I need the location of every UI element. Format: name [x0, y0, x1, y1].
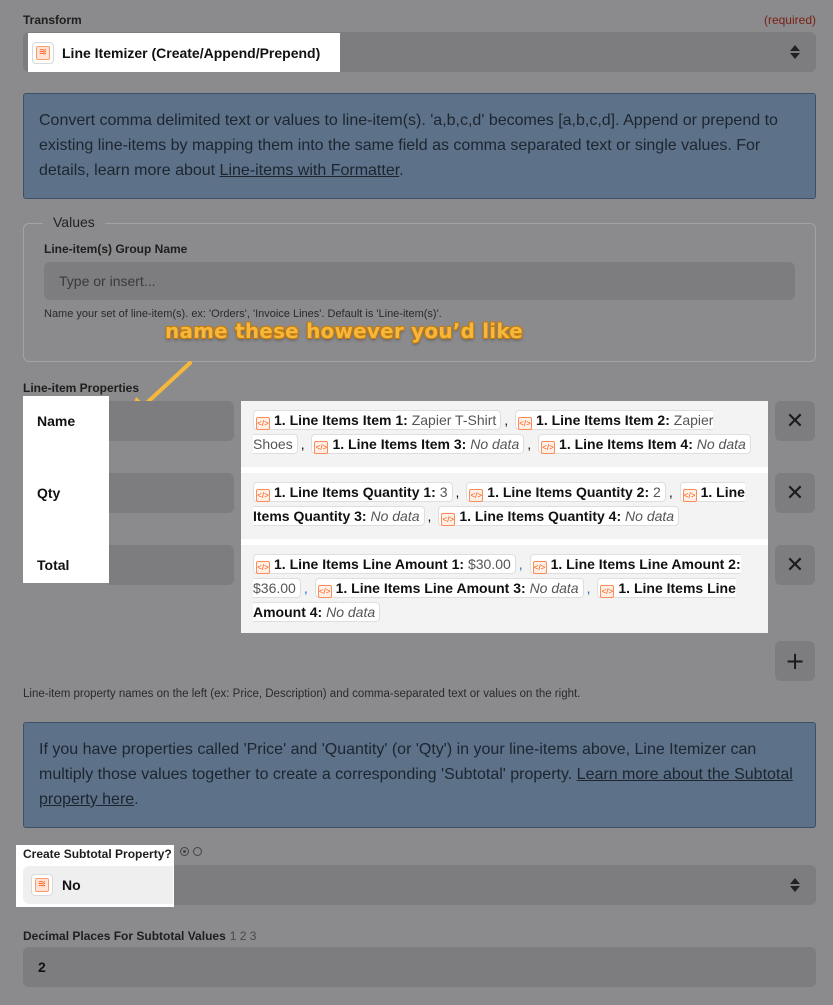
info-text: If you have properties called 'Price' and 'Quantity' (or 'Qty') in your line-items above, Line Itemizer can multiply those values together to create a corresponding 'Subtotal' property.	[39, 741, 757, 783]
property-name-input-ext[interactable]	[109, 401, 234, 441]
group-name-label: Line-item(s) Group Name	[44, 242, 188, 256]
group-name-placeholder: Type or insert...	[59, 273, 156, 289]
close-icon: ✕	[785, 552, 805, 578]
values-legend: Values	[43, 214, 105, 230]
code-icon: </>	[601, 587, 614, 596]
properties-help: Line-item property names on the left (ex: Price, Description) and comma-separated text or values on the right.	[23, 688, 581, 700]
subtotal-radio-group	[180, 847, 202, 856]
select-arrows-icon	[790, 877, 800, 893]
decimal-hint: 1 2 3	[229, 929, 257, 943]
subtotal-label: Create Subtotal Property?	[23, 847, 172, 861]
token-pill[interactable]: </> 1. Line Items Item 3: No data	[311, 434, 524, 454]
add-row-button[interactable]	[775, 641, 815, 681]
formatter-app-icon: ≋	[31, 874, 53, 896]
line-items-link[interactable]: Line-items with Formatter	[219, 162, 400, 179]
token-pill[interactable]: </> 1. Line Items Item 2: Zapier Shoes	[253, 412, 714, 452]
property-total-input[interactable]	[23, 545, 109, 585]
transform-selected-label: Line Itemizer (Create/Append/Prepend)	[62, 44, 321, 61]
transform-selected-value[interactable]	[28, 33, 340, 72]
formatter-app-icon: ≋	[32, 42, 54, 64]
code-icon: </>	[519, 419, 531, 428]
token-pill[interactable]: </> 1. Line Items Quantity 1: 3	[253, 482, 453, 502]
property-name-input-ext[interactable]	[109, 473, 234, 513]
token-pill[interactable]: </> 1. Line Items Quantity 4: No data	[438, 506, 679, 526]
name-values-field[interactable]: </> 1. Line Items Item 1: Zapier T-Shirt , </> 1. Line Items Item 2: Zapier Shoes , </> 1. Line Items Item 3: No data , </> 1. Line Items Item 4: No data	[241, 404, 768, 460]
decimal-label	[23, 929, 256, 943]
code-icon: </>	[683, 491, 696, 500]
token-pill[interactable]: </> 1. Line Items Quantity 2: 2	[466, 482, 666, 502]
token-pill[interactable]: </> 1. Line Items Line Amount 3: No data	[315, 578, 584, 598]
code-icon: </>	[315, 443, 328, 452]
token-pill[interactable]: </> 1. Line Items Line Amount 1: $30.00	[253, 554, 516, 574]
remove-row-button[interactable]	[775, 473, 815, 513]
code-icon: </>	[470, 491, 483, 500]
info-suffix: .	[134, 791, 139, 808]
info-text: Convert comma delimited text or values to line-item(s). 'a,b,c,d' becomes [a,b,c,d]. Append or prepend to existing line-items by mapping them into the same field as comma separated text or single values. For details, learn more about	[39, 112, 778, 179]
radio-option[interactable]	[180, 847, 189, 856]
annotation-text: name these however you’d like	[165, 319, 524, 343]
code-icon: </>	[257, 491, 269, 500]
subtotal-selected-label: No	[62, 877, 81, 893]
property-name-text: Qty	[37, 485, 61, 501]
property-name-input[interactable]	[23, 401, 109, 441]
property-name-text: Total	[37, 557, 70, 573]
code-icon: </>	[257, 419, 269, 428]
plus-icon: +	[784, 647, 806, 675]
token-pill[interactable]: </> 1. Line Items Line Amount 4: No data	[253, 580, 736, 620]
decimal-input[interactable]	[23, 947, 816, 987]
remove-row-button[interactable]	[775, 545, 815, 585]
subtotal-link[interactable]: Learn more about the Subtotal property here	[39, 766, 793, 808]
decimal-value: 2	[38, 959, 46, 975]
group-name-input[interactable]	[44, 262, 795, 300]
property-qty-input[interactable]	[23, 473, 109, 513]
code-icon: </>	[542, 443, 554, 452]
code-icon: </>	[533, 563, 546, 572]
close-icon: ✕	[785, 408, 805, 434]
code-icon: </>	[442, 515, 455, 524]
properties-label: Line-item Properties	[23, 381, 140, 395]
group-name-help: Name your set of line-item(s). ex: 'Orders', 'Invoice Lines'. Default is 'Line-item(s)'.	[44, 308, 442, 320]
total-values-field[interactable]: </> 1. Line Items Line Amount 1: $30.00 , </> 1. Line Items Line Amount 2: $36.00 , </> 1. Line Items Line Amount 3: No data , </> 1. Line Items Line Amount 4: No data	[253, 556, 741, 620]
token-pill[interactable]: </> 1. Line Items Item 4: No data	[538, 434, 751, 454]
token-pill[interactable]: </> 1. Line Items Item 1: Zapier T-Shirt	[253, 410, 501, 430]
radio-option[interactable]	[193, 847, 202, 856]
subtotal-selected-value[interactable]	[23, 866, 173, 904]
code-icon: </>	[257, 563, 269, 572]
qty-values-field[interactable]: </> 1. Line Items Quantity 1: 3 , </> 1. Line Items Quantity 2: 2 , </> 1. Line Items Quantity 3: No data , </> 1. Line Items Quantity 4: No data	[253, 484, 745, 524]
info-box-subtotal	[23, 722, 816, 828]
required-badge: (required)	[763, 13, 816, 27]
decimal-label-text: Decimal Places For Subtotal Values	[23, 929, 226, 943]
property-name-input-ext[interactable]	[109, 545, 234, 585]
remove-row-button[interactable]	[775, 401, 815, 441]
token-pill[interactable]: </> 1. Line Items Quantity 3: No data	[253, 484, 745, 524]
transform-label: Transform	[23, 13, 82, 27]
close-icon: ✕	[785, 480, 805, 506]
code-icon: </>	[318, 587, 331, 596]
info-box-line-itemizer	[23, 93, 816, 199]
select-arrows-icon	[790, 44, 800, 60]
token-pill[interactable]: </> 1. Line Items Line Amount 2: $36.00	[253, 556, 741, 596]
info-suffix: .	[399, 162, 404, 179]
property-name-text: Name	[37, 413, 76, 429]
